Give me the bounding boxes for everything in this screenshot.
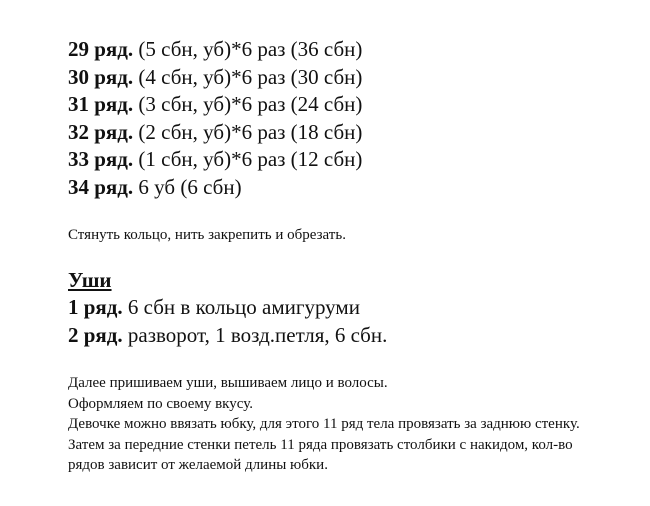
final-instructions xyxy=(68,373,588,476)
row-33 xyxy=(68,146,362,174)
row-label: 2 ряд. xyxy=(68,323,123,347)
row-text: (2 сбн, уб)*6 раз (18 сбн) xyxy=(133,119,363,144)
row-label: 29 ряд. xyxy=(68,37,134,61)
row-31 xyxy=(68,91,362,119)
row-34 xyxy=(68,174,362,202)
row-32 xyxy=(68,119,362,147)
row-text: 6 сбн в кольцо амигуруми xyxy=(122,295,360,319)
ears-rows-list xyxy=(68,293,387,349)
ears-heading: Уши xyxy=(68,268,112,292)
row-label: 1 ряд. xyxy=(68,295,123,319)
ears-row-2 xyxy=(68,321,387,349)
final-paragraph-2: Оформляем по своему вкусу. xyxy=(68,395,253,412)
row-30 xyxy=(68,64,362,92)
row-label: 33 ряд. xyxy=(68,147,134,171)
final-paragraph-1: Далее пришиваем уши, вышиваем лицо и волосы. xyxy=(68,375,388,391)
row-label: 31 ряд. xyxy=(68,92,134,116)
finish-note: Стянуть кольцо, нить закрепить и обрезать. xyxy=(68,227,346,243)
row-text: (3 сбн, уб)*6 раз (24 сбн) xyxy=(133,92,363,116)
row-text: (5 сбн, уб)*6 раз (36 сбн) xyxy=(133,37,363,61)
row-29 xyxy=(68,36,362,64)
row-text: (1 сбн, уб)*6 раз (12 сбн) xyxy=(133,147,363,171)
row-label: 32 ряд. xyxy=(68,119,134,144)
body-rows-list xyxy=(68,36,362,201)
row-text: разворот, 1 возд.петля, 6 сбн. xyxy=(122,323,388,347)
final-paragraph-3: Девочке можно ввязать юбку, для этого 11 ряд тела провязать за заднюю стенку. Затем за передние стенки петель 11 ряда провязать столбики с накидом, кол-во рядов зависит от желаемой длины юбки. xyxy=(68,416,580,473)
row-label: 30 ряд. xyxy=(68,64,134,89)
ears-row-1 xyxy=(68,293,387,321)
row-label: 34 ряд. xyxy=(68,174,134,199)
row-text: 6 уб (6 сбн) xyxy=(133,174,242,199)
row-text: (4 сбн, уб)*6 раз (30 сбн) xyxy=(133,64,363,89)
